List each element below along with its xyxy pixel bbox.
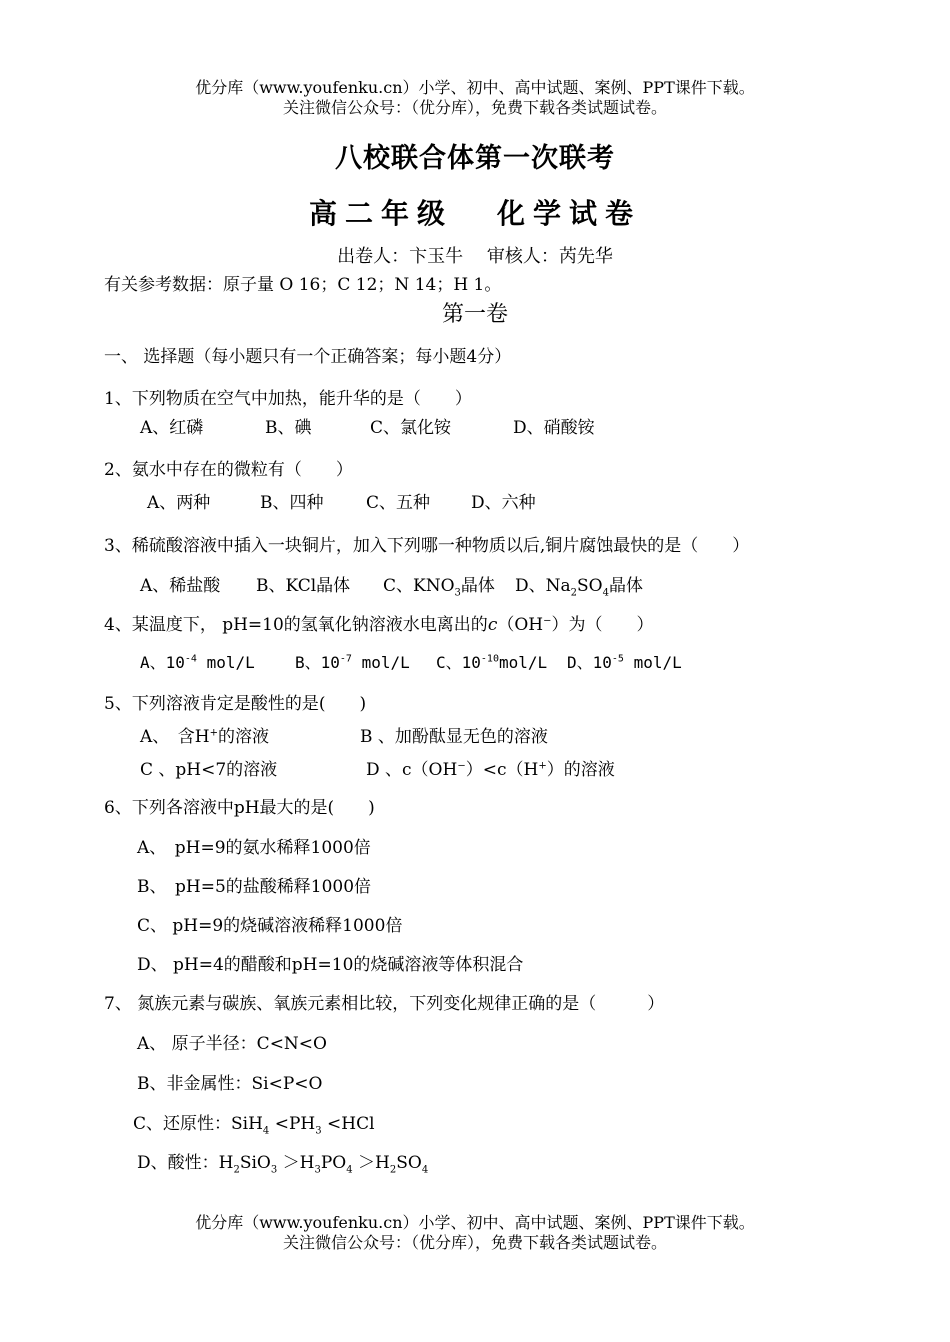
reference-data: 有关参考数据：原子量 O 16；C 12；N 14；H 1。 <box>104 275 502 295</box>
grade-subject-title <box>0 192 950 232</box>
question-5-option-b: B 、加酚酞显无色的溶液 <box>360 727 548 747</box>
question-3-option-c: C、$KNO_3$晶体 <box>383 576 495 599</box>
question-2-option-c: C、五种 <box>366 493 431 513</box>
question-7-option-a: A、 原子半径：C<N<O <box>137 1034 327 1054</box>
question-5-stem: 5、下列溶液肯定是酸性的是( ) <box>104 694 367 714</box>
question-5-option-d: D 、c（OH−）<c（H+）的溶液 <box>366 760 615 780</box>
question-7-option-d: D、酸性：$H_2SiO_3 >H_3PO_4 >H_2SO_4$ <box>137 1153 429 1176</box>
question-3-option-d: D、$Na_2SO_4$晶体 <box>515 576 643 599</box>
question-5-option-a: A、 含H+的溶液 <box>140 727 269 747</box>
question-4-option-d: D、$10^{-5}$ mol/L <box>567 653 682 672</box>
question-2-option-b: B、四种 <box>260 493 324 513</box>
question-1-option-b: B、碘 <box>265 418 312 438</box>
question-4-option-a: A、$10^{-4}$ mol/L <box>140 653 255 672</box>
question-1-option-c: C、氯化铵 <box>370 418 452 438</box>
question-6-stem: 6、下列各溶液中pH最大的是( ) <box>104 798 375 818</box>
header-line-2: 关注微信公众号：（优分库），免费下载各类试题试卷。 <box>282 98 667 117</box>
subject-title: 化学试卷 <box>497 197 642 230</box>
question-2-option-a: A、两种 <box>147 493 211 513</box>
question-1-stem: 1、下列物质在空气中加热，能升华的是（ ） <box>104 389 472 409</box>
grade-title: 高二年级 <box>308 197 453 230</box>
question-3-stem: 3、稀硫酸溶液中插入一块铜片，加入下列哪一种物质以后,铜片腐蚀最快的是（ ） <box>104 536 750 556</box>
question-2-option-d: D、六种 <box>471 493 536 513</box>
question-4-option-c: C、$10^{-10}mol/L$ <box>436 653 548 672</box>
question-6-option-a: A、 pH=9的氨水稀释1000倍 <box>137 838 371 858</box>
footer-line-1: 优分库（www.youfenku.cn）小学、初中、高中试题、案例、PPT课件下载。 <box>195 1213 755 1232</box>
question-2-stem: 2、氨水中存在的微粒有（ ） <box>104 460 353 480</box>
question-7-option-c: C、还原性：$SiH_4 <PH_3 <HCl$ <box>133 1114 375 1137</box>
volume-title: 第一卷 <box>441 302 508 327</box>
question-4-stem: 4、某温度下， pH=10的氢氧化钠溶液水电离出的c（OH−）为（ ） <box>104 615 654 635</box>
section-heading: 一、 选择题（每小题只有一个正确答案；每小题4分） <box>104 347 512 367</box>
question-4-option-b: B、$10^{-7}$ mol/L <box>295 653 410 672</box>
question-1-option-a: A、红磷 <box>140 418 204 438</box>
exam-title: 八校联合体第一次联考 <box>335 143 615 174</box>
question-1-option-d: D、硝酸铵 <box>513 418 595 438</box>
footer-line-2: 关注微信公众号：（优分库），免费下载各类试题试卷。 <box>282 1233 667 1252</box>
question-3-option-b: B、KCl晶体 <box>256 576 351 596</box>
authors-line: 出卷人：卞玉牛 审核人：芮先华 <box>337 246 613 267</box>
question-5-option-c: C 、pH<7的溶液 <box>140 760 278 780</box>
question-6-option-d: D、 pH=4的醋酸和pH=10的烧碱溶液等体积混合 <box>137 955 524 975</box>
question-7-option-b: B、非金属性：Si<P<O <box>137 1074 323 1094</box>
question-6-option-b: B、 pH=5的盐酸稀释1000倍 <box>137 877 372 897</box>
header-line-1: 优分库（www.youfenku.cn）小学、初中、高中试题、案例、PPT课件下载。 <box>195 78 755 97</box>
question-6-option-c: C、 pH=9的烧碱溶液稀释1000倍 <box>137 916 403 936</box>
question-3-option-a: A、稀盐酸 <box>140 576 221 596</box>
question-7-stem: 7、 氮族元素与碳族、氧族元素相比较，下列变化规律正确的是（ ） <box>104 994 665 1014</box>
